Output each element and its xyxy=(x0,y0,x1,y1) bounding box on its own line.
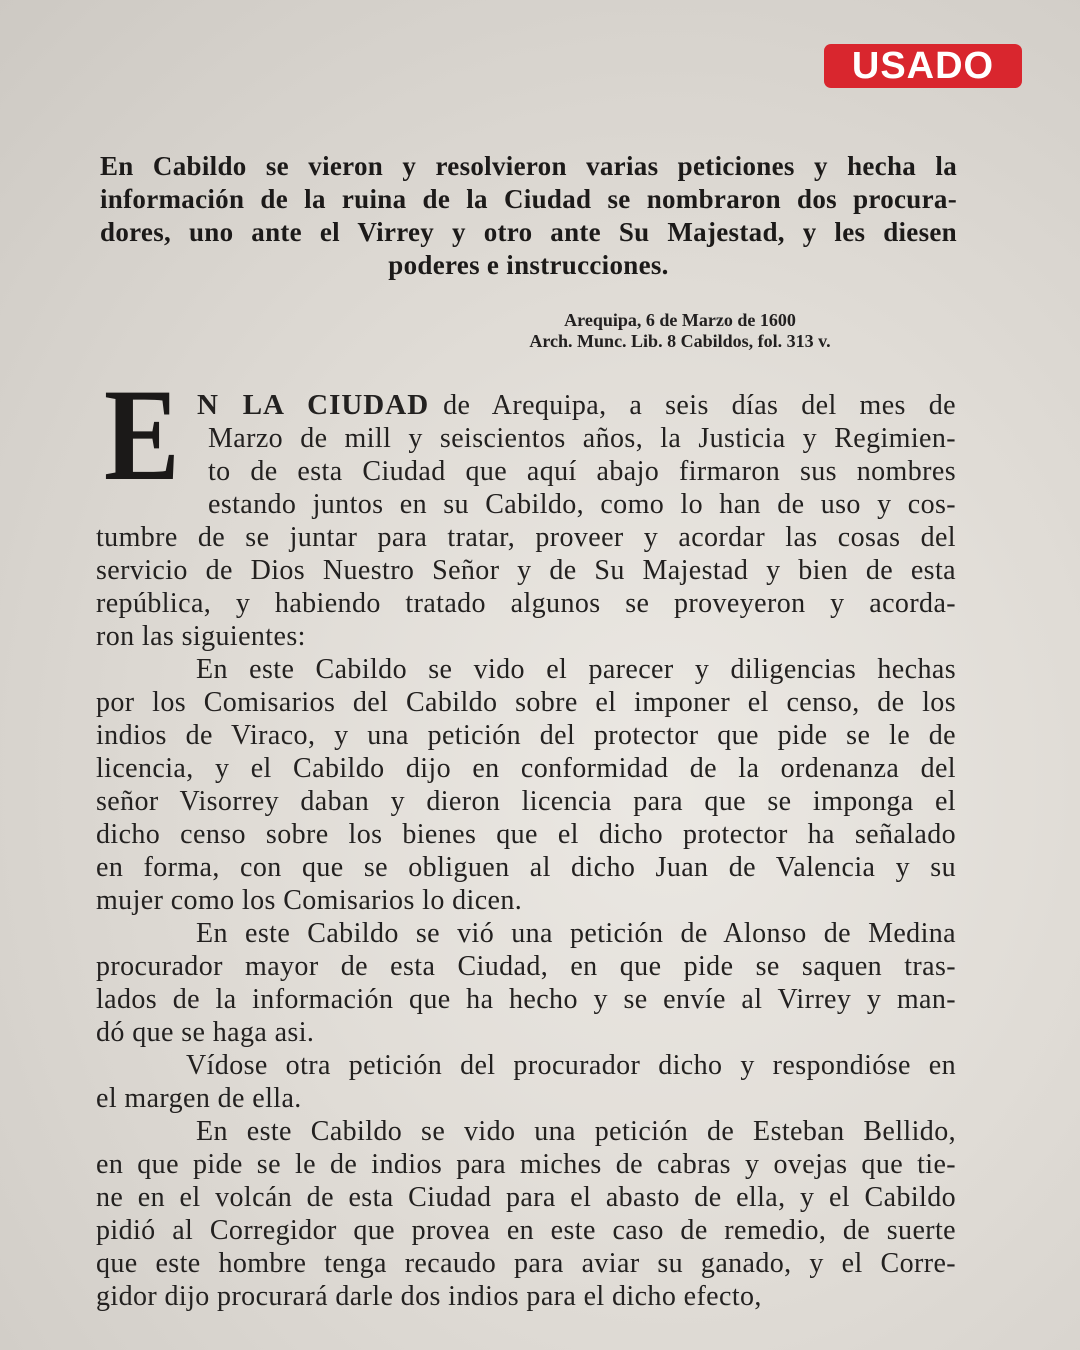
reference-source: Arch. Munc. Lib. 8 Cabildos, fol. 313 v. xyxy=(529,331,831,351)
section-heading xyxy=(100,150,957,282)
text-line: señor Visorrey daban y dieron licencia para que se imponga el xyxy=(96,786,956,817)
text-line: dicho censo sobre los bienes que el dicho protector ha señalado xyxy=(96,819,956,850)
text-line: Vídose otra petición del procurador dicho y respondióse en xyxy=(186,1050,956,1081)
text-line: lados de la información que ha hecho y se envíe al Virrey y man- xyxy=(96,984,956,1015)
paragraph xyxy=(96,917,956,1049)
text-line: procurador mayor de esta Ciudad, en que pide se saquen tras- xyxy=(96,951,956,982)
text-line xyxy=(96,389,956,422)
text-line: gidor dijo procurará darle dos indios para el dicho efecto, xyxy=(96,1281,762,1312)
body-text xyxy=(96,389,956,1313)
text-line: licencia, y el Cabildo dijo en conformidad de la ordenanza del xyxy=(96,753,956,784)
text-line: estando juntos en su Cabildo, como lo han de uso y cos- xyxy=(208,489,956,520)
heading-line: poderes e instrucciones. xyxy=(388,250,669,280)
text-line: ne en el volcán de esta Ciudad para el abasto de ella, y el Cabildo xyxy=(96,1182,956,1213)
paragraph xyxy=(96,389,956,653)
opening-caps: N LA CIUDAD xyxy=(197,389,430,421)
paragraph xyxy=(96,1115,956,1313)
text-line: En este Cabildo se vido el parecer y diligencias hechas xyxy=(196,654,956,685)
text-line: Marzo de mill y seiscientos años, la Justicia y Regimien- xyxy=(208,423,956,454)
used-badge: USADO xyxy=(824,44,1022,88)
text-line: que este hombre tenga recaudo para aviar su ganado, y el Corre- xyxy=(96,1248,956,1279)
heading-line: información de la ruina de la Ciudad se nombraron dos procura- xyxy=(100,184,957,214)
text-line: dó que se haga asi. xyxy=(96,1017,315,1048)
text-line: el margen de ella. xyxy=(96,1083,302,1114)
heading-line: dores, uno ante el Virrey y otro ante Su Majestad, y les diesen xyxy=(100,217,957,247)
text-line: to de esta Ciudad que aquí abajo firmaron sus nombres xyxy=(208,456,956,487)
paragraph xyxy=(96,653,956,917)
text-line: En este Cabildo se vió una petición de Alonso de Medina xyxy=(196,918,956,949)
text-line: ron las siguientes: xyxy=(96,621,306,652)
text-line: en forma, con que se obliguen al dicho Juan de Valencia y su xyxy=(96,852,956,883)
text-line: mujer como los Comisarios lo dicen. xyxy=(96,885,523,916)
paragraph xyxy=(96,1049,956,1115)
heading-line: En Cabildo se vieron y resolvieron varias peticiones y hecha la xyxy=(100,151,957,181)
drop-cap: E xyxy=(104,361,180,508)
text-line: indios de Viraco, y una petición del protector que pide se le de xyxy=(96,720,956,751)
text-line: En este Cabildo se vido una petición de Esteban Bellido, xyxy=(196,1116,956,1147)
text-line: tumbre de se juntar para tratar, proveer y acordar las cosas del xyxy=(96,522,956,553)
opening-text: de Arequipa, a seis días del mes de xyxy=(443,390,956,421)
archive-reference xyxy=(430,310,930,352)
text-line: servicio de Dios Nuestro Señor y de Su Majestad y bien de esta xyxy=(96,555,956,586)
text-line: en que pide se le de indios para miches de cabras y ovejas que tie- xyxy=(96,1149,956,1180)
text-line: pidió al Corregidor que provea en este caso de remedio, de suerte xyxy=(96,1215,956,1246)
text-line: por los Comisarios del Cabildo sobre el imponer el censo, de los xyxy=(96,687,956,718)
reference-place-date: Arequipa, 6 de Marzo de 1600 xyxy=(564,310,796,330)
text-line: república, y habiendo tratado algunos se proveyeron y acorda- xyxy=(96,588,956,619)
